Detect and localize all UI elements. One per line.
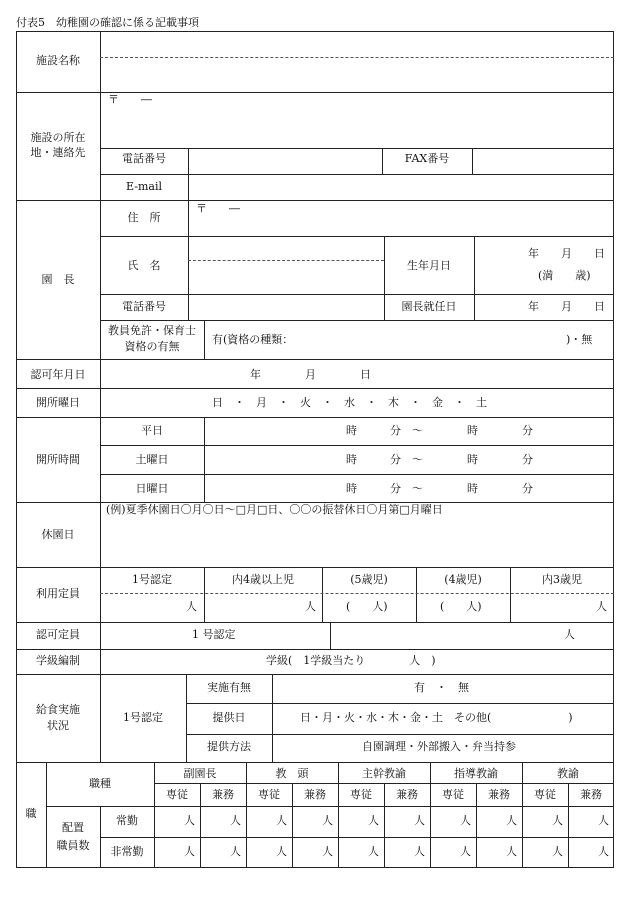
staff-cell-4-0-1[interactable]: 人 bbox=[552, 845, 563, 858]
capacity-header-4: (4歳児) bbox=[444, 573, 482, 586]
staff-subcol-2-0: 専従 bbox=[350, 788, 372, 801]
staff-subcol-0-1: 兼務 bbox=[212, 788, 234, 801]
meals-row-label-2: 提供日 bbox=[212, 711, 246, 724]
staff-cell-0-1-0[interactable]: 人 bbox=[230, 814, 241, 827]
form-title: 付表5 幼稚園の確認に係る記載事項 bbox=[16, 16, 199, 29]
staff-count-label-1: 配置 bbox=[62, 821, 84, 834]
principal-postal: 〒 ― bbox=[196, 202, 240, 215]
staff-row-label-fulltime: 常勤 bbox=[116, 814, 138, 827]
location-postal: 〒 ― bbox=[108, 93, 152, 106]
staff-subcol-2-1: 兼務 bbox=[396, 788, 418, 801]
meals-row-value-1[interactable]: 有 ・ 無 bbox=[414, 681, 469, 694]
principal-label: 園 長 bbox=[41, 273, 75, 286]
license-yes[interactable]: 有(資格の種類： bbox=[212, 333, 294, 346]
meals-row-value-3[interactable]: 自園調理・外部搬入・弁当持参 bbox=[362, 740, 516, 753]
meals-cert: 1号認定 bbox=[123, 711, 163, 724]
open-days-label: 開所曜日 bbox=[36, 396, 80, 409]
license-label-1: 教員免許・保育士 bbox=[108, 324, 196, 337]
principal-name-label: 氏 名 bbox=[127, 259, 161, 272]
principal-birth-label: 生年月日 bbox=[407, 259, 451, 272]
location-label-1: 施設の所在 bbox=[30, 131, 86, 144]
staff-cell-3-1-1[interactable]: 人 bbox=[506, 845, 517, 858]
staff-cell-4-0-0[interactable]: 人 bbox=[552, 814, 563, 827]
staff-cell-3-0-0[interactable]: 人 bbox=[460, 814, 471, 827]
staff-cell-3-0-1[interactable]: 人 bbox=[460, 845, 471, 858]
principal-address-label: 住 所 bbox=[127, 211, 161, 224]
staff-subcol-4-0: 専従 bbox=[534, 788, 556, 801]
facility-name-kana-field[interactable] bbox=[102, 33, 612, 55]
capacity-value-4[interactable]: ( 人) bbox=[440, 600, 482, 613]
location-phone-field[interactable] bbox=[190, 150, 380, 172]
staff-side-label: 職 bbox=[25, 807, 37, 820]
staff-cell-0-0-0[interactable]: 人 bbox=[184, 814, 195, 827]
principal-phone-label: 電話番号 bbox=[122, 300, 166, 313]
principal-appointed-label: 園長就任日 bbox=[401, 300, 457, 313]
meals-label-1: 給食実施 bbox=[36, 703, 80, 716]
location-email-label: E-mail bbox=[126, 180, 162, 193]
staff-role-2: 主幹教諭 bbox=[362, 767, 406, 780]
principal-birth-value: 年 月 日 bbox=[528, 247, 605, 260]
staff-cell-1-0-1[interactable]: 人 bbox=[276, 845, 287, 858]
holidays-example: (例)夏季休園日〇月〇日～□月□日、〇〇の振替休日〇月第□月曜日 bbox=[106, 503, 443, 516]
hours-day-weekday: 平日 bbox=[141, 424, 163, 437]
hours-value-weekday[interactable]: 時 分 ～ 時 分 bbox=[346, 424, 533, 437]
staff-role-4: 教諭 bbox=[557, 767, 579, 780]
meals-row-value-2[interactable]: 日・月・火・水・木・金・土 その他( ) bbox=[300, 711, 573, 724]
capacity-header-3: (5歳児) bbox=[350, 573, 388, 586]
location-label-2: 地・連絡先 bbox=[30, 146, 86, 159]
approved-capacity-label: 認可定員 bbox=[36, 628, 80, 641]
location-fax-label: FAX番号 bbox=[404, 152, 450, 165]
staff-role-1: 教 頭 bbox=[275, 767, 309, 780]
holidays-field[interactable] bbox=[102, 519, 612, 565]
holidays-label: 休園日 bbox=[41, 528, 75, 541]
principal-appointed-value: 年 月 日 bbox=[528, 300, 605, 313]
meals-row-label-1: 実施有無 bbox=[207, 681, 251, 694]
license-no[interactable]: )・無 bbox=[566, 333, 593, 346]
principal-address-field[interactable] bbox=[190, 217, 612, 235]
staff-cell-0-1-1[interactable]: 人 bbox=[230, 845, 241, 858]
approved-capacity-cert: 1 号認定 bbox=[192, 628, 236, 641]
staff-subcol-3-1: 兼務 bbox=[488, 788, 510, 801]
meals-label-2: 状況 bbox=[47, 719, 69, 732]
staff-cell-4-1-1[interactable]: 人 bbox=[598, 845, 609, 858]
staff-role-3: 指導教諭 bbox=[454, 767, 498, 780]
capacity-label: 利用定員 bbox=[36, 587, 80, 600]
staff-cell-2-0-0[interactable]: 人 bbox=[368, 814, 379, 827]
capacity-value-2[interactable]: 人 bbox=[305, 600, 316, 613]
staff-cell-2-1-1[interactable]: 人 bbox=[414, 845, 425, 858]
location-email-field[interactable] bbox=[190, 176, 612, 198]
hours-day-saturday: 土曜日 bbox=[135, 453, 169, 466]
approval-date-label: 認可年月日 bbox=[30, 368, 86, 381]
facility-name-field[interactable] bbox=[102, 59, 612, 91]
classes-value[interactable]: 学級( 1学級当たり 人 ) bbox=[266, 654, 436, 667]
principal-name-field[interactable] bbox=[190, 262, 382, 292]
staff-row-label-parttime: 非常勤 bbox=[110, 845, 144, 858]
hours-day-sunday: 日曜日 bbox=[135, 482, 169, 495]
staff-cell-1-0-0[interactable]: 人 bbox=[276, 814, 287, 827]
staff-cell-1-1-0[interactable]: 人 bbox=[322, 814, 333, 827]
capacity-value-5[interactable]: 人 bbox=[596, 600, 607, 613]
staff-subcol-4-1: 兼務 bbox=[580, 788, 602, 801]
capacity-header-1: 1号認定 bbox=[132, 573, 172, 586]
capacity-value-1[interactable]: 人 bbox=[186, 600, 197, 613]
staff-cell-4-1-0[interactable]: 人 bbox=[598, 814, 609, 827]
license-label-2: 資格の有無 bbox=[124, 340, 180, 353]
classes-label: 学級編制 bbox=[36, 654, 80, 667]
approved-capacity-unit[interactable]: 人 bbox=[564, 628, 575, 641]
staff-cell-1-1-1[interactable]: 人 bbox=[322, 845, 333, 858]
staff-count-label-2: 職員数 bbox=[56, 839, 90, 852]
staff-cell-3-1-0[interactable]: 人 bbox=[506, 814, 517, 827]
confirmation-form bbox=[16, 31, 614, 868]
principal-phone-field[interactable] bbox=[190, 296, 382, 318]
meals-row-label-3: 提供方法 bbox=[207, 740, 251, 753]
staff-role-0: 副園長 bbox=[183, 767, 217, 780]
staff-subcol-1-1: 兼務 bbox=[304, 788, 326, 801]
capacity-header-5: 内3歳児 bbox=[542, 573, 582, 586]
location-phone-label: 電話番号 bbox=[122, 152, 166, 165]
staff-cell-2-0-1[interactable]: 人 bbox=[368, 845, 379, 858]
location-address-field[interactable] bbox=[102, 107, 612, 147]
hours-value-sunday[interactable]: 時 分 ～ 時 分 bbox=[346, 482, 533, 495]
staff-cell-2-1-0[interactable]: 人 bbox=[414, 814, 425, 827]
staff-kind-label: 職種 bbox=[89, 777, 111, 790]
principal-age-value: (満 歳) bbox=[538, 269, 591, 282]
approval-date-value[interactable]: 年 月 日 bbox=[250, 368, 371, 381]
staff-subcol-1-0: 専従 bbox=[258, 788, 280, 801]
location-fax-field[interactable] bbox=[474, 150, 612, 172]
capacity-value-3[interactable]: ( 人) bbox=[346, 600, 388, 613]
staff-cell-0-0-1[interactable]: 人 bbox=[184, 845, 195, 858]
capacity-header-2: 内4歳以上児 bbox=[232, 573, 294, 586]
open-days-value[interactable]: 日 ・ 月 ・ 火 ・ 水 ・ 木 ・ 金 ・ 土 bbox=[212, 396, 487, 409]
hours-label: 開所時間 bbox=[36, 453, 80, 466]
hours-value-saturday[interactable]: 時 分 ～ 時 分 bbox=[346, 453, 533, 466]
facility-name-label: 施設名称 bbox=[36, 54, 80, 67]
staff-subcol-3-0: 専従 bbox=[442, 788, 464, 801]
staff-subcol-0-0: 専従 bbox=[166, 788, 188, 801]
